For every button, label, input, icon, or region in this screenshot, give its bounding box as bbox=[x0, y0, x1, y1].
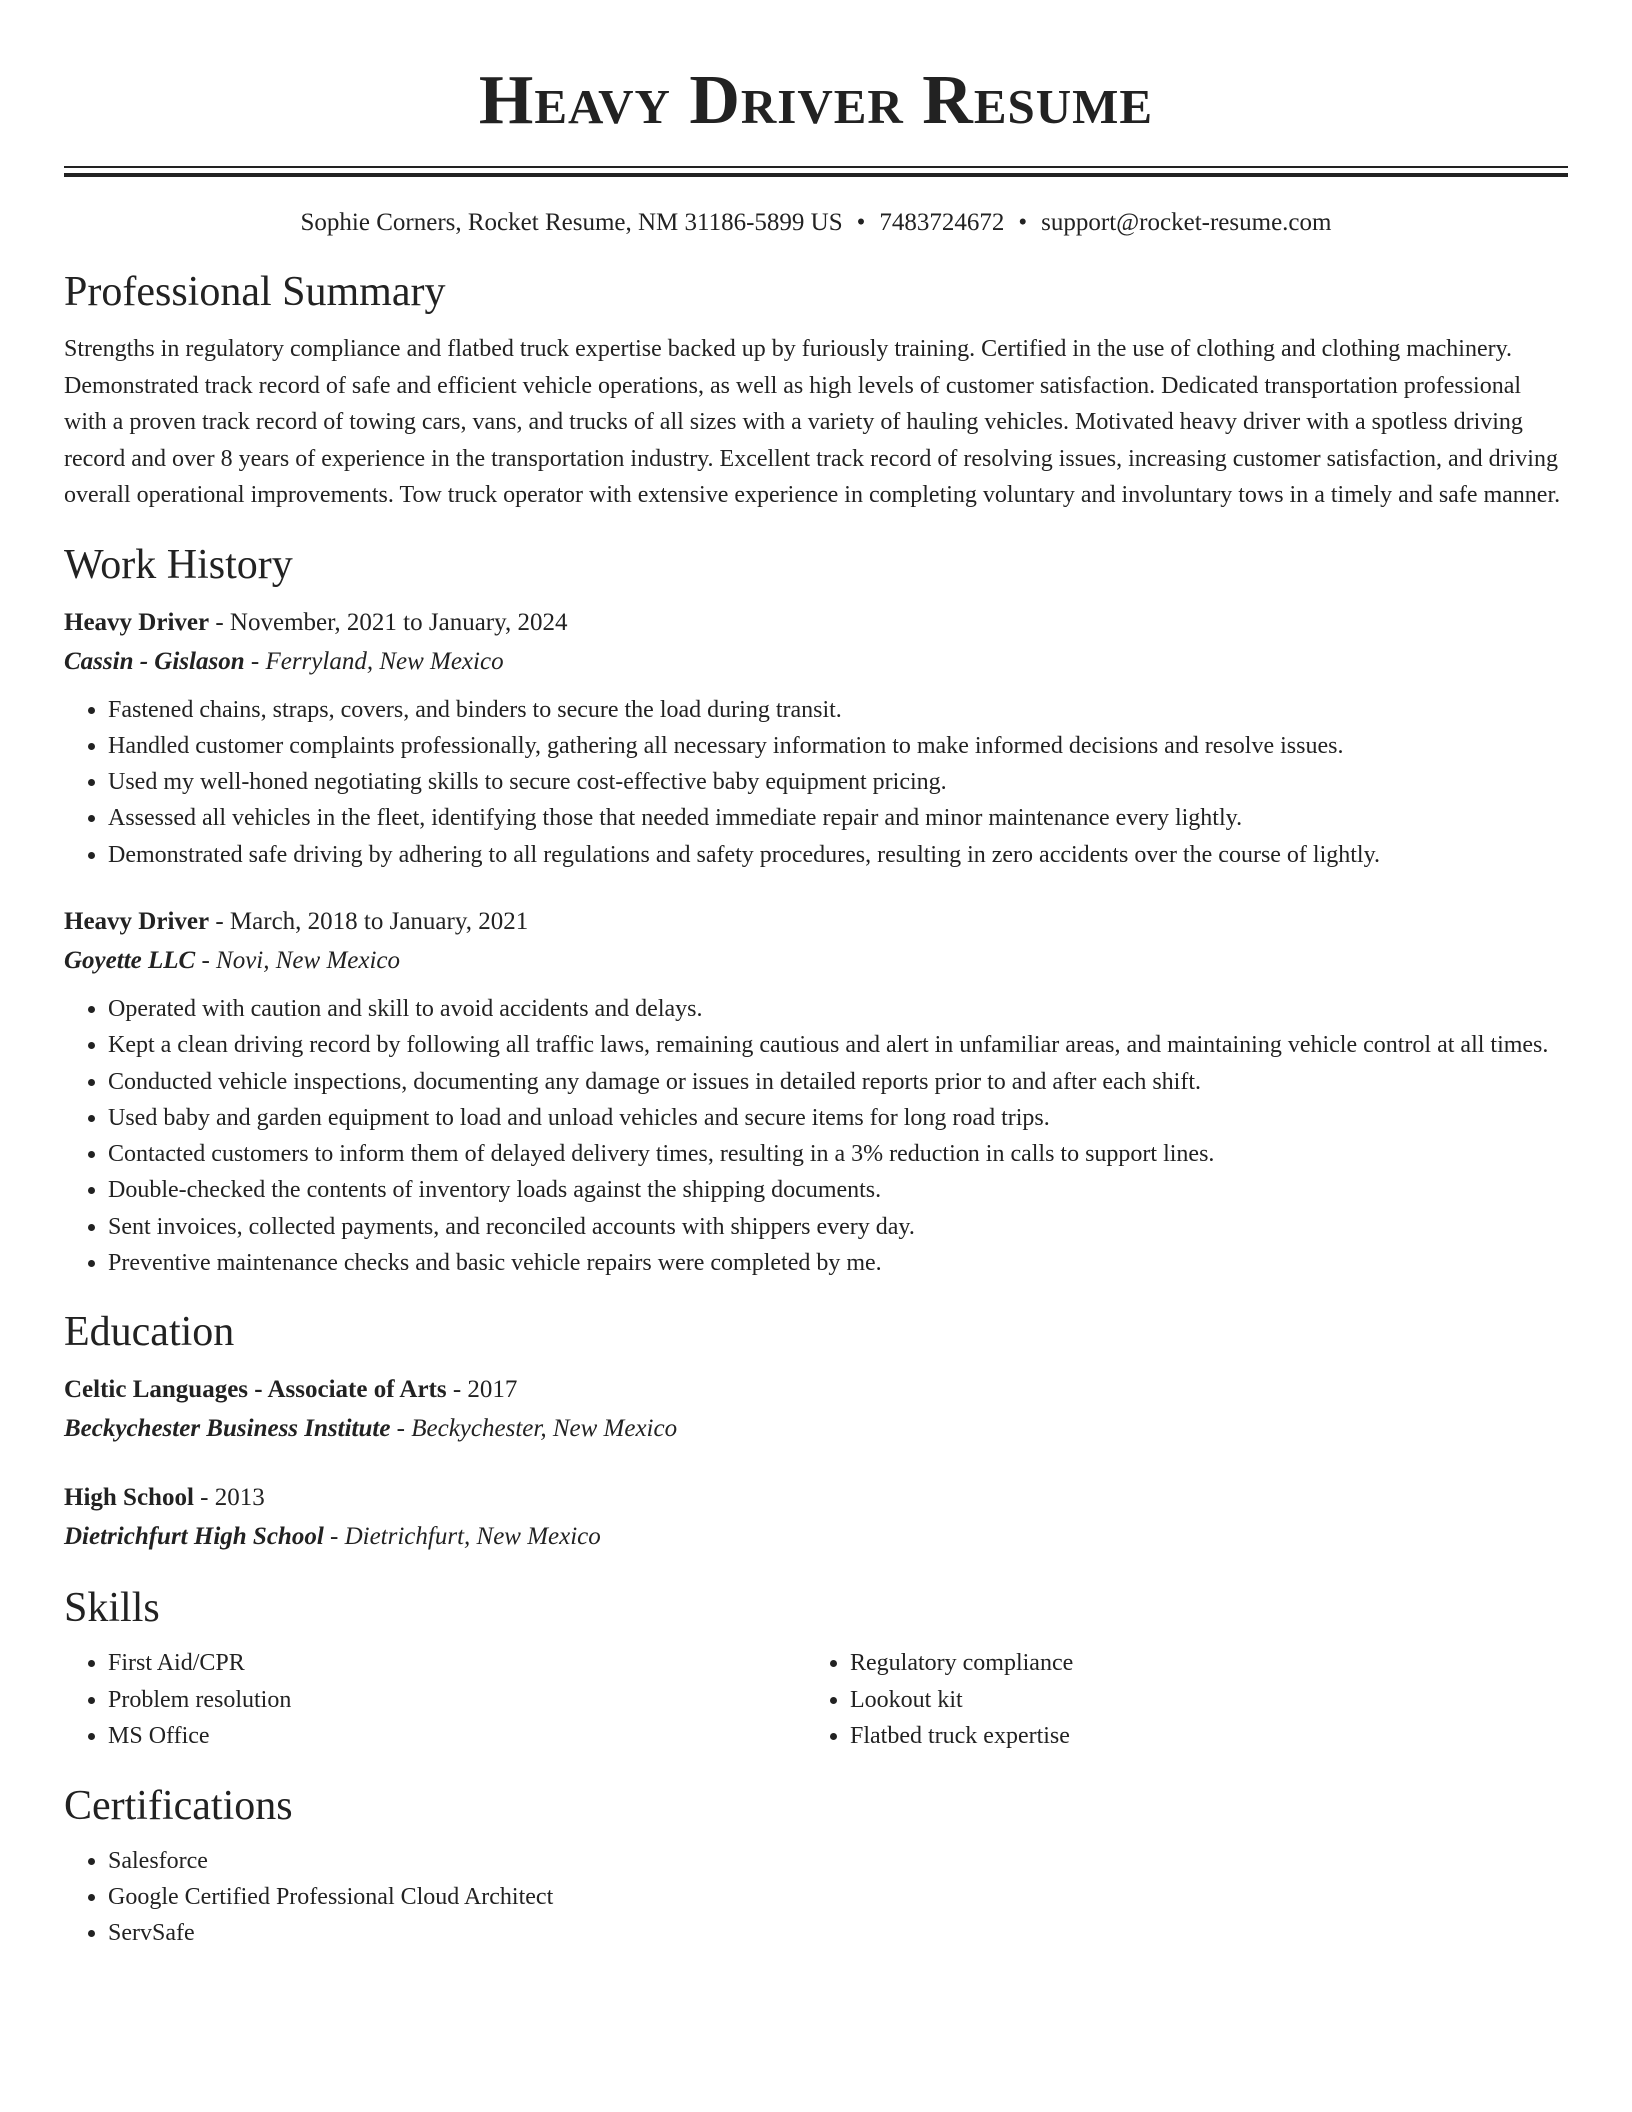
education-header bbox=[64, 1371, 1568, 1409]
skill-item: • MS Office bbox=[108, 1718, 806, 1755]
skill-item: • Lookout kit bbox=[850, 1682, 1548, 1719]
certification-item: • Google Certified Professional Cloud Architect bbox=[108, 1879, 1568, 1915]
skills-section bbox=[64, 1581, 1568, 1755]
certifications-list bbox=[64, 1843, 1568, 1952]
job-bullet: • Sent invoices, collected payments, and reconciled accounts with shippers every day. bbox=[108, 1209, 1568, 1245]
skill-item: • Problem resolution bbox=[108, 1682, 806, 1719]
work-history-section bbox=[64, 538, 1568, 1282]
skills-heading: Skills bbox=[64, 1585, 160, 1632]
resume-title: Heavy Driver Resume bbox=[478, 62, 1154, 139]
skills-columns bbox=[64, 1645, 1568, 1755]
job-company: Goyette LLC bbox=[64, 946, 196, 974]
education-location: - Beckychester, New Mexico bbox=[390, 1415, 678, 1443]
contact-phone: 7483724672 bbox=[879, 209, 1005, 236]
skill-item: • Regulatory compliance bbox=[850, 1645, 1548, 1682]
skill-item: • First Aid/CPR bbox=[108, 1645, 806, 1682]
contact-separator: • bbox=[856, 209, 866, 236]
certifications-heading: Certifications bbox=[64, 1782, 293, 1829]
skill-item: • Flatbed truck expertise bbox=[850, 1718, 1548, 1755]
job-company-line bbox=[64, 642, 1568, 682]
job-bullet: • Double-checked the contents of inventory loads against the shipping documents. bbox=[108, 1172, 1568, 1208]
job-bullet: • Assessed all vehicles in the fleet, identifying those that needed immediate repair and minor maintenance every lightly. bbox=[108, 800, 1568, 836]
job-bullet: • Preventive maintenance checks and basic vehicle repairs were completed by me. bbox=[108, 1245, 1568, 1281]
education-degree: High School bbox=[64, 1484, 194, 1512]
summary-heading: Professional Summary bbox=[64, 269, 446, 315]
education-school-line bbox=[64, 1409, 1568, 1449]
job-bullet: • Used my well-honed negotiating skills to secure cost-effective baby equipment pricing. bbox=[108, 764, 1568, 800]
job-company-line bbox=[64, 941, 1568, 981]
job-bullet: • Conducted vehicle inspections, documenting any damage or issues in detailed reports prior to and after each shift. bbox=[108, 1064, 1568, 1100]
skills-column-left bbox=[64, 1645, 806, 1755]
job-bullet: • Kept a clean driving record by following all traffic laws, remaining cautious and alert in unfamiliar areas, and maintaining vehicle control at all times. bbox=[108, 1027, 1568, 1063]
job-company: Cassin - Gislason bbox=[64, 647, 245, 675]
job-entry bbox=[64, 903, 1568, 1281]
education-header bbox=[64, 1479, 1568, 1517]
job-header bbox=[64, 604, 1568, 642]
education-school-line bbox=[64, 1517, 1568, 1557]
job-bullet: • Fastened chains, straps, covers, and binders to secure the load during transit. bbox=[108, 692, 1568, 728]
job-location: - Ferryland, New Mexico bbox=[244, 647, 504, 675]
skills-column-right bbox=[806, 1645, 1548, 1755]
education-year: - 2013 bbox=[193, 1484, 265, 1512]
education-heading: Education bbox=[64, 1309, 235, 1356]
contact-line bbox=[64, 207, 1568, 239]
job-entry bbox=[64, 604, 1568, 873]
job-title: Heavy Driver bbox=[64, 608, 210, 636]
education-school: Dietrichfurt High School bbox=[64, 1523, 324, 1551]
education-degree: Celtic Languages - Associate of Arts bbox=[64, 1376, 447, 1404]
education-location: - Dietrichfurt, New Mexico bbox=[323, 1523, 601, 1551]
contact-separator: • bbox=[1018, 209, 1028, 236]
education-school: Beckychester Business Institute bbox=[64, 1415, 391, 1443]
job-location: - Novi, New Mexico bbox=[195, 946, 401, 974]
education-section bbox=[64, 1305, 1568, 1557]
job-header bbox=[64, 903, 1568, 941]
title-divider bbox=[64, 166, 1568, 177]
education-entry bbox=[64, 1371, 1568, 1449]
job-dates: - March, 2018 to January, 2021 bbox=[209, 907, 529, 935]
job-bullets bbox=[64, 991, 1568, 1281]
contact-address: Sophie Corners, Rocket Resume, NM 31186-5899 US bbox=[300, 209, 843, 236]
certification-item: • Salesforce bbox=[108, 1843, 1568, 1879]
certifications-section bbox=[64, 1779, 1568, 1952]
job-bullet: • Contacted customers to inform them of delayed delivery times, resulting in a 3% reduction in calls to support lines. bbox=[108, 1136, 1568, 1172]
education-year: - 2017 bbox=[446, 1376, 518, 1404]
certification-item: • ServSafe bbox=[108, 1915, 1568, 1951]
job-bullet: • Handled customer complaints professionally, gathering all necessary information to make informed decisions and resolve issues. bbox=[108, 728, 1568, 764]
job-title: Heavy Driver bbox=[64, 907, 210, 935]
job-bullet: • Used baby and garden equipment to load and unload vehicles and secure items for long road trips. bbox=[108, 1100, 1568, 1136]
work-history-heading: Work History bbox=[64, 541, 293, 588]
job-bullets bbox=[64, 692, 1568, 873]
summary-text: Strengths in regulatory compliance and flatbed truck expertise backed up by furiously training. Certified in the use of clothing and clothing machinery. Demonstrated track record of safe and efficient vehicle operations, as well as high levels of customer satisfaction. Dedicated transportation professional with a proven track record of towing cars, vans, and trucks of all sizes with a variety of hauling vehicles. Motivated heavy driver with a spotless driving record and over 8 years of experience in the transportation industry. Excellent track record of resolving issues, increasing customer satisfaction, and driving overall operational improvements. Tow truck operator with extensive experience in completing voluntary and involuntary tows in a timely and safe manner. bbox=[64, 336, 1561, 508]
job-bullet: • Operated with caution and skill to avoid accidents and delays. bbox=[108, 991, 1568, 1027]
education-entry bbox=[64, 1479, 1568, 1557]
job-dates: - November, 2021 to January, 2024 bbox=[209, 608, 568, 636]
job-bullet: • Demonstrated safe driving by adhering to all regulations and safety procedures, resulting in zero accidents over the course of lightly. bbox=[108, 837, 1568, 873]
contact-email: support@rocket-resume.com bbox=[1041, 209, 1332, 236]
